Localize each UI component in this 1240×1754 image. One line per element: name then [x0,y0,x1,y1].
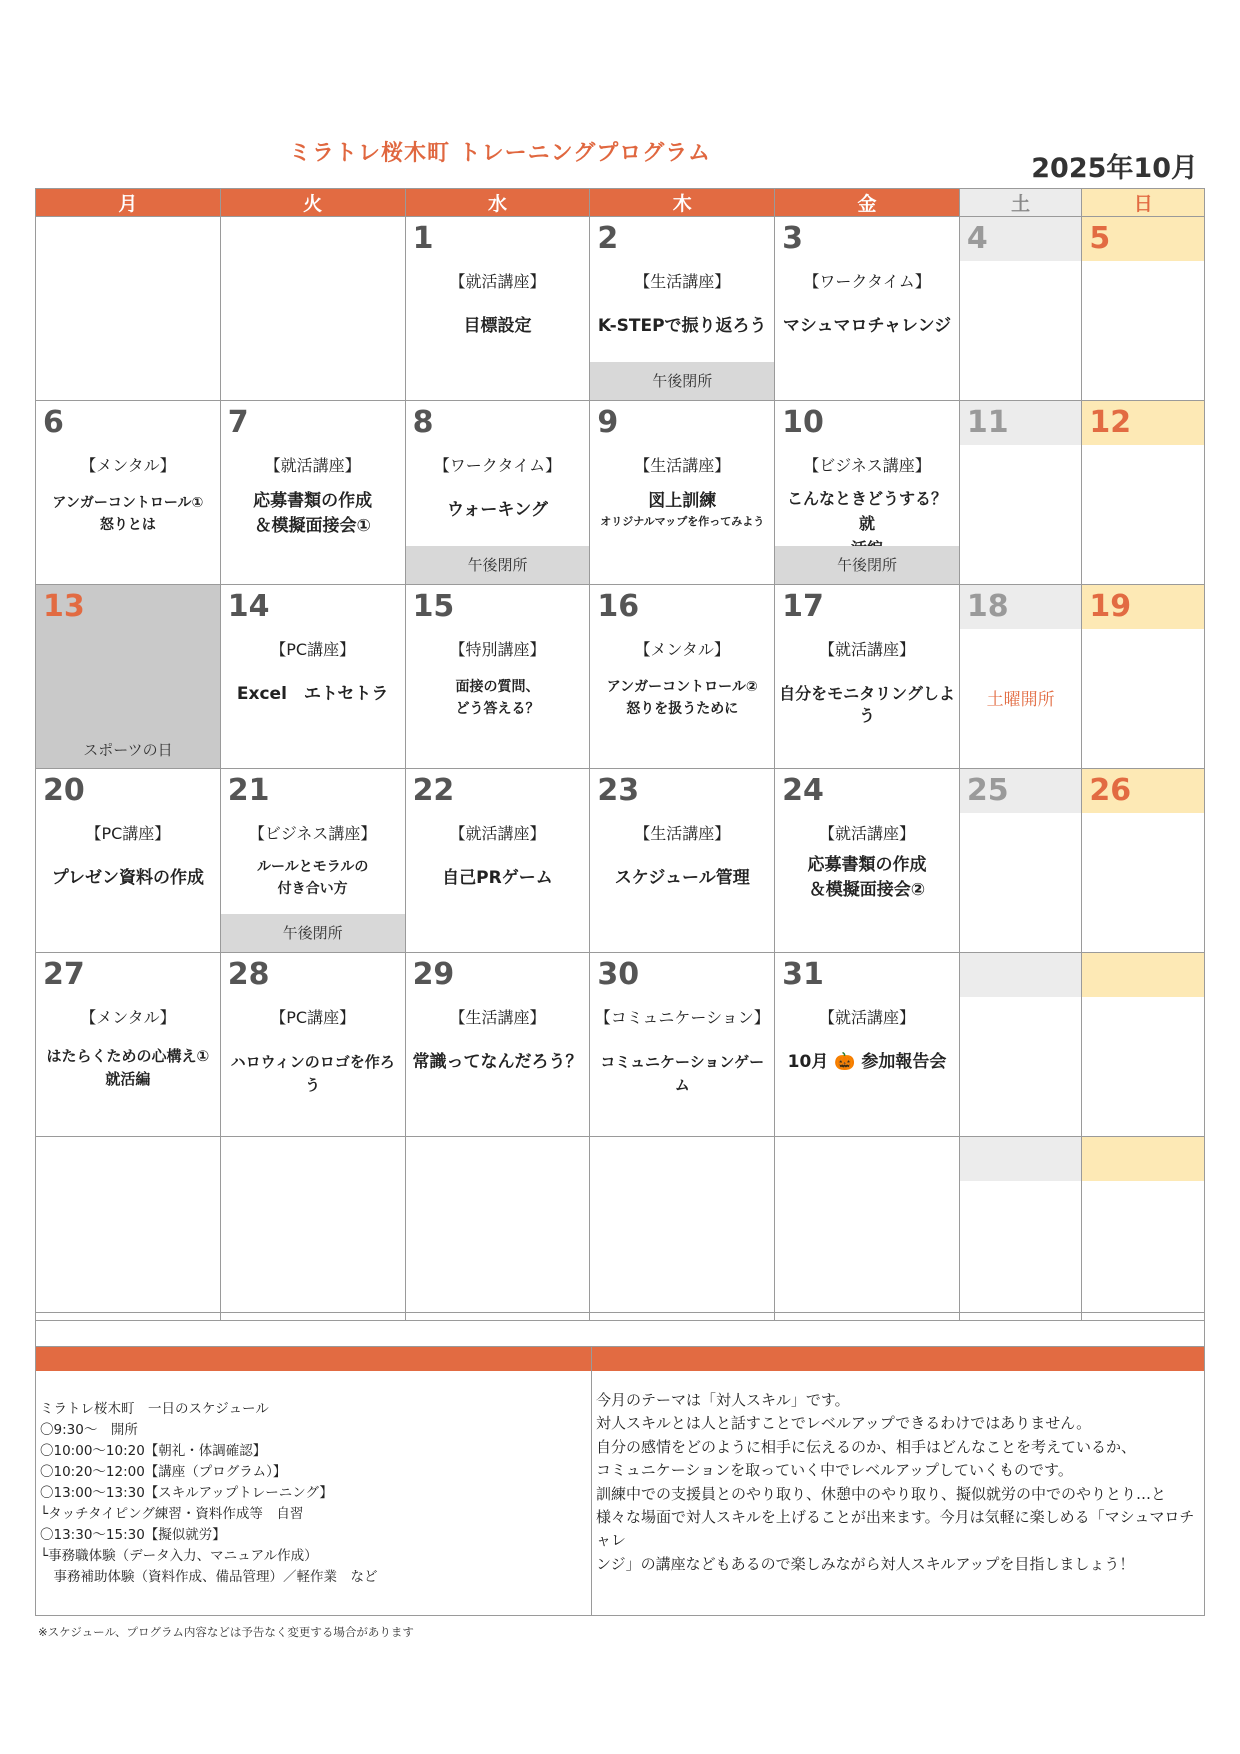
day-cell-7 [220,401,405,585]
afternoon-closed-badge: 午後閉所 [406,546,590,584]
program-topic: スケジュール管理 [614,868,750,888]
schedule-line: 〇13:00～13:30【スキルアップトレーニング】 [40,1485,333,1501]
program-category: 【メンタル】 [80,1008,176,1027]
day-number: 8 [412,405,434,440]
day-cell-26 [1082,769,1205,953]
day-number: 25 [966,773,1009,808]
program-topic: 10月 🎃 参加報告会 [787,1052,947,1072]
saturday-open-label: 土曜開所 [986,690,1055,710]
program-category: 【ワークタイム】 [803,272,931,291]
day-number: 9 [597,405,619,440]
program-topic [779,853,955,902]
topic-subnote: オリジナルマップを作ってみよう [600,514,765,528]
week-row [36,953,1205,1137]
week-row [36,769,1205,953]
program-topic: 自分をモニタリングしよう [779,684,955,726]
sunday-band [1082,1137,1204,1181]
afternoon-closed-badge: 午後閉所 [590,362,774,400]
day-number: 2 [597,221,619,256]
topic-line: 応募書類の作成 [253,491,373,511]
day-cell-10 [775,401,960,585]
program-topic: ハロウィンのロゴを作ろう [230,1053,395,1095]
day-cell-3 [775,217,960,401]
program-category: 【PC講座】 [270,1008,356,1027]
program-topic [410,677,586,720]
schedule-line: └事務職体験（データ入力、マニュアル作成） [40,1548,318,1564]
day-number: 17 [782,589,824,624]
program-category: 【メンタル】 [80,456,176,475]
topic-line: 付き合い方 [277,880,348,897]
month-label: 2025年10月 [1031,153,1198,184]
day-number: 13 [43,589,85,624]
day-cell-6 [36,401,221,585]
day-cell-22 [405,769,590,953]
program-topic: プレゼン資料の作成 [51,868,205,888]
topic-line: アンガーコントロール① [52,495,204,511]
week-row [36,585,1205,769]
topic-line: こんなときどうする？就 [787,489,948,533]
day-number: 20 [43,773,85,808]
empty-cell [775,1137,960,1321]
weekday-fri: 金 [775,189,960,217]
weekday-sun: 日 [1082,189,1205,217]
program-topic: マシュマロチャレンジ [782,316,952,336]
program-category: 【PC講座】 [85,824,171,843]
empty-cell [590,1137,775,1321]
day-number: 28 [227,957,270,992]
day-number: 5 [1089,221,1111,256]
day-number: 29 [412,957,455,992]
day-cell-28 [220,953,405,1137]
day-number: 3 [782,221,803,256]
week-row [36,1137,1205,1321]
empty-sunday-cell [1082,953,1205,1137]
day-number: 19 [1089,589,1132,624]
empty-cell [220,1137,405,1321]
footnote: ※スケジュール、プログラム内容などは予告なく変更する場合があります [38,1625,414,1639]
program-topic: 常識ってなんだろう？ [412,1052,583,1072]
program-category: 【PC講座】 [270,640,356,659]
empty-cell [36,1137,221,1321]
empty-cell [220,217,405,401]
schedule-line: └タッチタイピング練習・資料作成等 自習 [40,1506,304,1522]
weekday-thu: 木 [590,189,775,217]
program-topic [594,677,770,720]
day-number: 23 [597,773,640,808]
day-number: 24 [782,773,824,808]
program-category: 【就活講座】 [819,640,916,659]
program-topic [225,857,401,900]
day-cell-17 [775,585,960,769]
weekday-mon: 月 [36,189,221,217]
program-topic: 自己PRゲーム [442,868,553,888]
day-number: 4 [966,221,988,256]
day-number: 10 [782,405,824,440]
program-category: 【メンタル】 [634,640,730,659]
week-row [36,401,1205,585]
theme-line: 様々な場面で対人スキルを上げることが出来ます。今月は気軽に楽しめる「マシュマロチャレ [596,1508,1195,1550]
empty-saturday-cell [959,1137,1082,1321]
topic-line: ＆模擬面接会② [808,879,926,900]
program-category: 【ビジネス講座】 [803,456,931,475]
schedule-line: 事務補助体験（資料作成、備品管理）／軽作業 など [40,1569,378,1585]
afternoon-closed-badge: 午後閉所 [221,914,405,952]
program-topic: コミュニケーションゲーム [600,1053,765,1095]
theme-line: ンジ」の講座などもあるので楽しみながら対人スキルアップを目指しましょう！ [596,1554,1135,1573]
sunday-band [1082,953,1204,997]
schedule-line: 〇13:30～15:30【擬似就労】 [40,1527,226,1543]
day-cell-21 [220,769,405,953]
day-cell-29 [405,953,590,1137]
day-number: 31 [782,957,824,992]
day-cell-4 [959,217,1082,401]
day-cell-12 [1082,401,1205,585]
afternoon-closed-badge: 午後閉所 [775,546,959,584]
saturday-band [960,1137,1082,1181]
theme-line: 自分の感情をどのように相手に伝えるのか、相手はどんなことを考えているか、 [596,1437,1137,1456]
empty-cell [405,1137,590,1321]
program-category: 【就活講座】 [449,272,546,291]
day-number: 12 [1089,405,1132,440]
weekday-tue: 火 [220,189,405,217]
empty-sunday-cell [1082,1137,1205,1321]
day-cell-1 [405,217,590,401]
theme-line: コミュニケーションを取っていく中でレベルアップしていくものです。 [596,1461,1073,1480]
program-category: 【就活講座】 [449,824,546,843]
section-header-left [36,1347,592,1371]
monthly-theme [592,1371,1204,1615]
day-cell-5 [1082,217,1205,401]
day-cell-27 [36,953,221,1137]
program-category: 【ビジネス講座】 [248,824,377,843]
program-topic: ウォーキング [447,500,548,520]
weekday-wed: 水 [405,189,590,217]
day-cell-2 [590,217,775,401]
saturday-band [960,953,1082,997]
section-header-bar [36,1347,1204,1371]
day-cell-14 [220,585,405,769]
program-topic: Excel エトセトラ [236,684,389,704]
schedule-line: ミラトレ桜木町 一日のスケジュール [40,1401,269,1417]
day-cell-20 [36,769,221,953]
day-cell-11 [959,401,1082,585]
holiday-label: スポーツの日 [83,741,173,759]
topic-line: どう答える？ [455,700,540,717]
program-category: 【生活講座】 [449,1008,546,1027]
program-topic [594,489,770,530]
day-number: 1 [412,221,434,256]
topic-line: ルールとモラルの [257,859,369,875]
day-cell-15 [405,585,590,769]
topic-line: ＆模擬面接会① [254,515,371,536]
day-number: 16 [597,589,640,624]
program-category: 【就活講座】 [819,1008,916,1027]
schedule-line: 〇10:20～12:00【講座（プログラム）】 [40,1464,287,1480]
program-category: 【就活講座】 [819,824,916,843]
topic-line: 怒りとは [99,516,156,533]
day-cell-24 [775,769,960,953]
day-number: 18 [966,589,1009,624]
program-category: 【特別講座】 [449,640,546,659]
day-number: 30 [597,957,640,992]
program-category: 【生活講座】 [634,824,731,843]
day-cell-19 [1082,585,1205,769]
day-cell-30 [590,953,775,1137]
program-topic [40,1045,216,1092]
day-cell-25 [959,769,1082,953]
topic-line: 怒りを扱うために [626,700,739,717]
topic-line: 図上訓練 [648,491,717,511]
topic-line: 応募書類の作成 [807,855,927,875]
topic-line: 就活編 [105,1070,151,1089]
page-title: ミラトレ桜木町 トレーニングプログラム [288,141,711,166]
day-number: 11 [966,405,1009,440]
program-category: 【コミュニケーション】 [594,1008,770,1027]
day-cell-8 [405,401,590,585]
program-category: 【ワークタイム】 [433,456,562,475]
day-number: 22 [412,773,455,808]
day-number: 15 [412,589,455,624]
program-topic: K-STEPで振り返ろう [597,316,767,336]
day-cell-9 [590,401,775,585]
daily-schedule [36,1371,592,1615]
program-topic [225,489,401,538]
day-cell-31 [775,953,960,1137]
weekday-sat: 土 [959,189,1082,217]
weekday-header [36,189,1205,217]
week-row [36,217,1205,401]
topic-line: はたらくための心構え① [46,1047,210,1065]
program-category: 【就活講座】 [264,456,361,475]
schedule-line: 〇9:30～ 開所 [40,1422,138,1438]
day-number: 7 [227,405,249,440]
day-cell-16 [590,585,775,769]
theme-line: 今月のテーマは「対人スキル」です。 [596,1391,850,1409]
day-number: 14 [227,589,270,624]
program-category: 【生活講座】 [634,272,731,291]
theme-line: 訓練中での支援員とのやり取り、休憩中のやり取り、擬似就労の中でのやりとり…と [596,1484,1167,1503]
info-section [35,1312,1205,1616]
empty-saturday-cell [959,953,1082,1137]
program-topic [40,493,216,536]
day-number: 26 [1089,773,1132,808]
schedule-line: 〇10:00～10:20【朝礼・体調確認】 [40,1443,267,1459]
day-cell-13 [36,585,221,769]
day-number: 6 [43,405,64,440]
empty-cell [36,217,221,401]
day-number: 21 [227,773,270,808]
program-category: 【生活講座】 [634,456,731,475]
theme-line: 対人スキルとは人と話すことでレベルアップできるわけではありません。 [596,1414,1092,1433]
program-topic: 目標設定 [463,316,532,336]
day-number: 27 [43,957,85,992]
topic-line: アンガーコントロール② [606,679,758,695]
spacer-row [36,1313,1204,1347]
day-cell-23 [590,769,775,953]
day-cell-18 [959,585,1082,769]
calendar-grid [35,188,1205,1321]
topic-line: 面接の質問、 [455,679,540,695]
